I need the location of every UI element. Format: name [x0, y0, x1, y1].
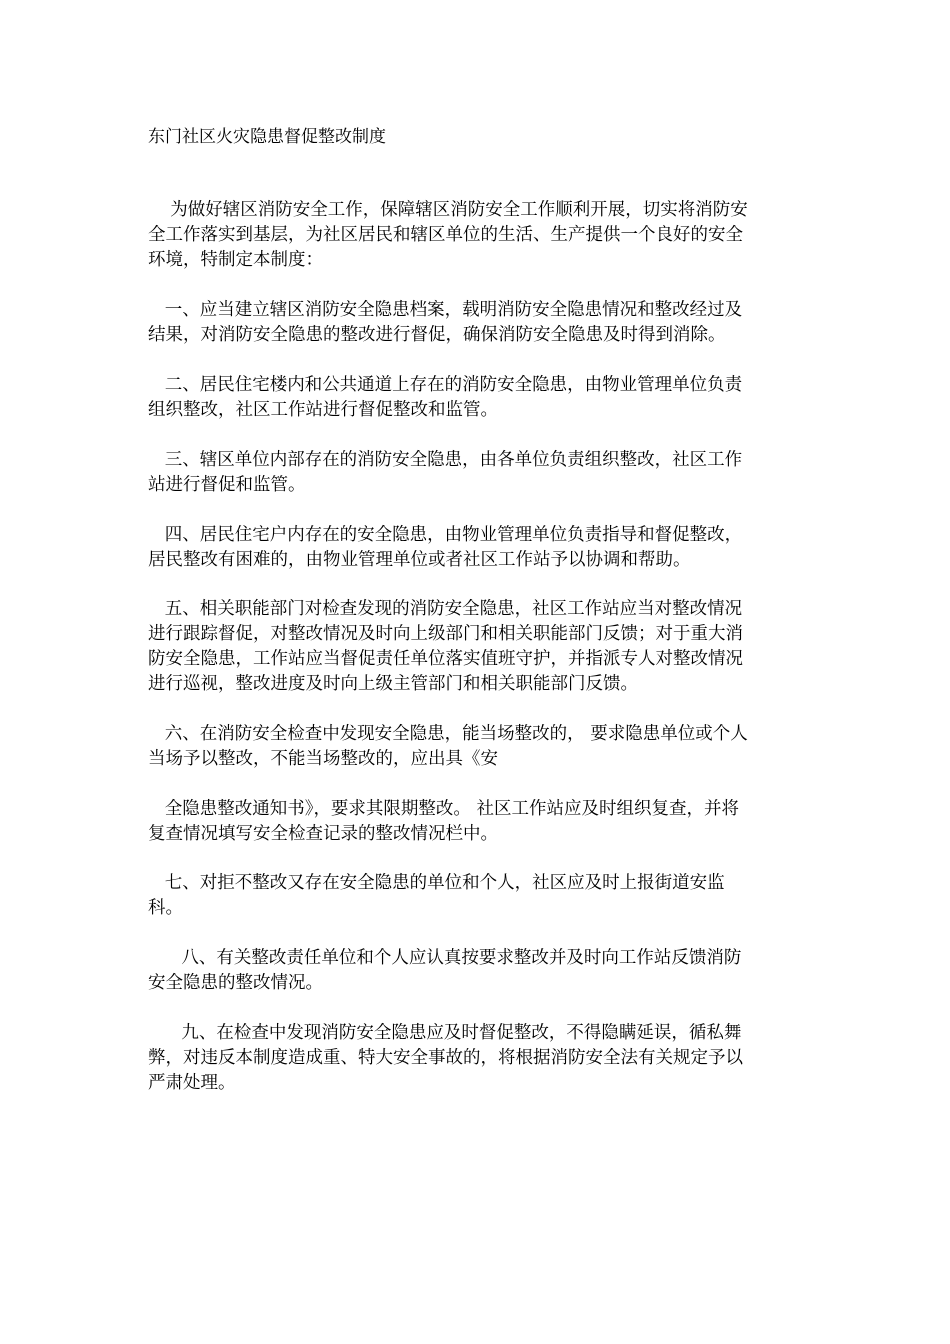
paragraph-line: 进行跟踪督促，对整改情况及时向上级部门和相关职能部门反馈；对于重大消	[148, 624, 743, 644]
paragraph-line: 进行巡视，整改进度及时向上级主管部门和相关职能部门反馈。	[148, 674, 638, 694]
paragraph-line: 四、居民住宅户内存在的安全隐患，由物业管理单位负责指导和督促整改，	[148, 525, 743, 545]
paragraph-item-6-continued	[148, 797, 808, 847]
paragraph-line: 七、对拒不整改又存在安全隐患的单位和个人，社区应及时上报街道安监	[148, 873, 725, 893]
paragraph-line: 全工作落实到基层，为社区居民和辖区单位的生活、生产提供一个良好的安全	[148, 225, 743, 245]
paragraph-line: 一、应当建立辖区消防安全隐患档案，载明消防安全隐患情况和整改经过及	[148, 300, 743, 320]
paragraph-line: 全隐患整改通知书》，要求其限期整改。 社区工作站应及时组织复查，并将	[148, 799, 739, 819]
paragraph-line: 站进行督促和监管。	[148, 475, 306, 495]
paragraph-line: 居民整改有困难的，由物业管理单位或者社区工作站予以协调和帮助。	[148, 550, 691, 570]
paragraph-item-6	[148, 722, 808, 772]
paragraph-line: 为做好辖区消防安全工作，保障辖区消防安全工作顺利开展，切实将消防安	[148, 200, 748, 220]
paragraph-item-7	[148, 871, 808, 921]
paragraph-line: 复查情况填写安全检查记录的整改情况栏中。	[148, 824, 498, 844]
paragraph-line: 环境，特制定本制度：	[148, 250, 323, 270]
paragraph-intro	[148, 198, 808, 273]
paragraph-item-9	[148, 1021, 808, 1096]
paragraph-line: 当场予以整改，不能当场整改的，应出具《安	[148, 749, 498, 769]
paragraph-item-3	[148, 448, 808, 498]
paragraph-line: 防安全隐患，工作站应当督促责任单位落实值班守护，并指派专人对整改情况	[148, 649, 743, 669]
paragraph-line: 八、有关整改责任单位和个人应认真按要求整改并及时向工作站反馈消防	[148, 948, 742, 968]
paragraph-line: 安全隐患的整改情况。	[148, 973, 323, 993]
paragraph-item-8	[148, 946, 808, 996]
paragraph-line: 结果，对消防安全隐患的整改进行督促，确保消防安全隐患及时得到消除。	[148, 325, 726, 345]
paragraph-line: 三、辖区单位内部存在的消防安全隐患，由各单位负责组织整改，社区工作	[148, 450, 743, 470]
paragraph-item-2	[148, 373, 808, 423]
paragraph-item-5	[148, 597, 808, 697]
paragraph-line: 二、居民住宅楼内和公共通道上存在的消防安全隐患，由物业管理单位负责	[148, 375, 743, 395]
paragraph-line: 五、相关职能部门对检查发现的消防安全隐患，社区工作站应当对整改情况	[148, 599, 743, 619]
paragraph-item-1	[148, 298, 808, 348]
paragraph-item-4	[148, 523, 808, 573]
paragraph-line: 组织整改，社区工作站进行督促整改和监管。	[148, 400, 498, 420]
paragraph-line: 九、在检查中发现消防安全隐患应及时督促整改，不得隐瞒延误，循私舞	[148, 1023, 742, 1043]
paragraph-line: 科。	[148, 898, 183, 918]
paragraph-line: 六、在消防安全检查中发现安全隐患，能当场整改的， 要求隐患单位或个人	[148, 724, 748, 744]
paragraph-line: 弊，对违反本制度造成重、特大安全事故的，将根据消防安全法有关规定予以	[148, 1048, 743, 1068]
document-title: 东门社区火灾隐患督促整改制度	[148, 127, 386, 147]
paragraph-line: 严肃处理。	[148, 1073, 236, 1093]
